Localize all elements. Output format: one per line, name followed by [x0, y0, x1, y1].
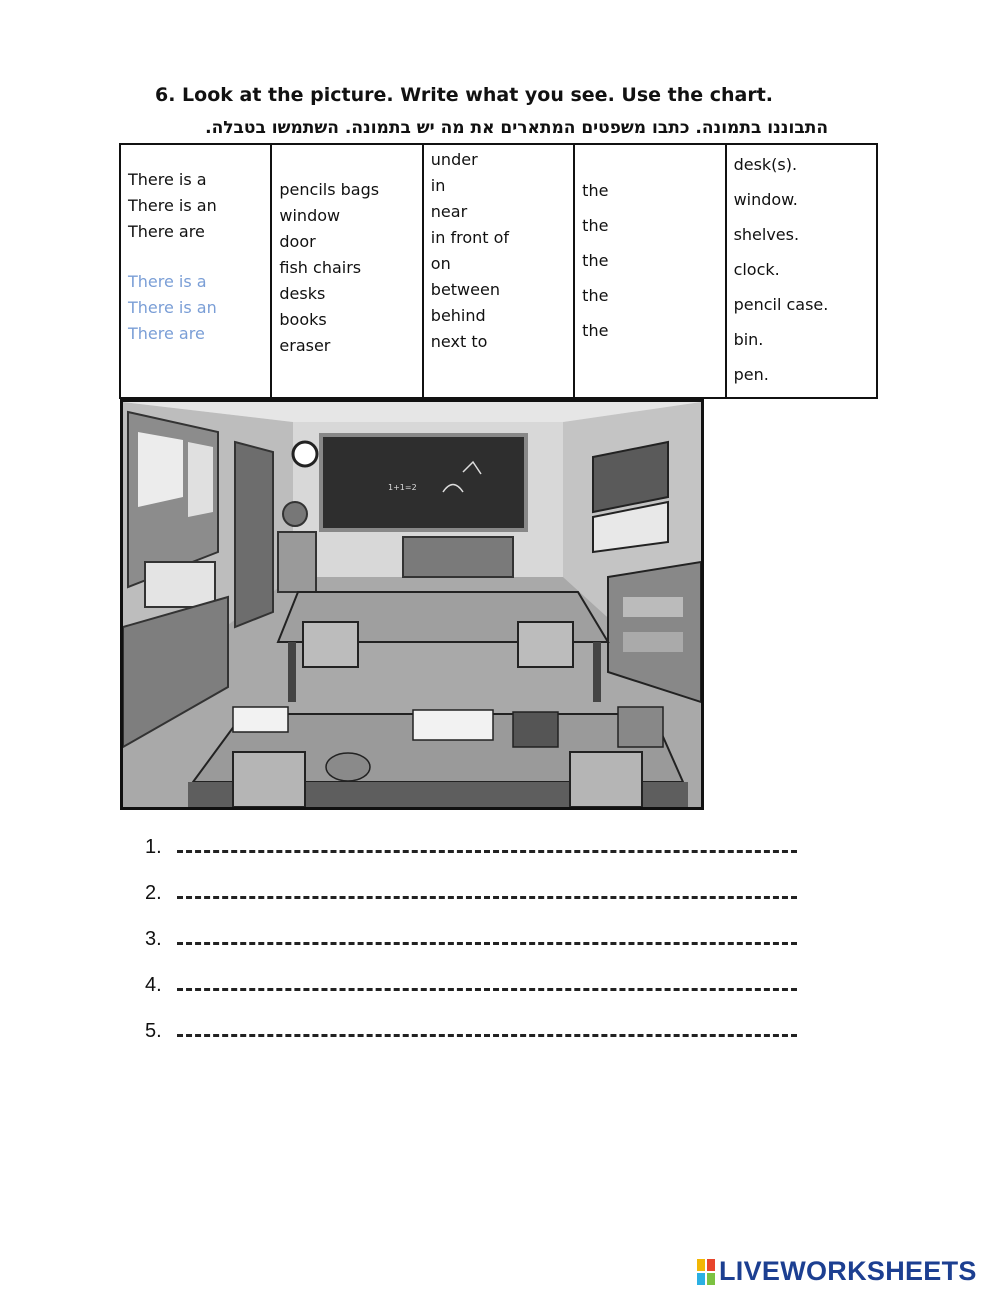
chart-word: behind [430, 306, 486, 325]
chart-word: clock. [733, 260, 780, 279]
answer-blank[interactable] [177, 1012, 797, 1037]
chart-word: There is an [128, 298, 217, 317]
chart-col-subject [120, 144, 271, 398]
logo-text: LIVEWORKSHEETS [719, 1256, 977, 1286]
word-chart [119, 143, 878, 399]
chart-col-articles [574, 144, 725, 398]
answer-row [145, 1012, 797, 1058]
chart-col-prepositions [423, 144, 574, 398]
chart-word: the [582, 181, 609, 200]
answer-number: 1. [145, 836, 162, 858]
svg-text:1+1=2: 1+1=2 [388, 483, 417, 492]
answer-number: 3. [145, 928, 162, 950]
answer-blank[interactable] [177, 874, 797, 899]
chart-word: fish chairs [279, 258, 362, 277]
liveworksheets-logo [697, 1256, 977, 1287]
chart-word: window [279, 206, 341, 225]
chart-word: in [430, 176, 446, 195]
clock-icon [293, 442, 317, 466]
exercise-title: 6. Look at the picture. Write what you see. Use the chart. [155, 84, 774, 106]
chart-word: bin. [733, 330, 764, 349]
chart-word: between [430, 280, 500, 299]
chart-col-places [726, 144, 877, 398]
chart-word: next to [430, 332, 488, 351]
answer-number: 2. [145, 882, 162, 904]
answer-lines [145, 828, 797, 1058]
answer-number: 5. [145, 1020, 162, 1042]
chart-word: on [430, 254, 451, 273]
classroom-picture [120, 399, 704, 810]
chart-word: There is a [128, 272, 207, 291]
answer-row [145, 966, 797, 1012]
answer-row [145, 828, 797, 874]
chart-word: There are [128, 324, 205, 343]
chart-col-objects [271, 144, 422, 398]
chart-word: eraser [279, 336, 331, 355]
chart-word: the [582, 321, 609, 340]
chart-word: in front of [430, 228, 510, 247]
chart-word: the [582, 216, 609, 235]
chart-word: the [582, 286, 609, 305]
answer-row [145, 920, 797, 966]
chart-word: the [582, 251, 609, 270]
chart-word: under [430, 150, 478, 169]
chart-word: There is an [128, 196, 217, 215]
chart-word: pencil case. [733, 295, 829, 314]
chart-word: books [279, 310, 327, 329]
chart-word: window. [733, 190, 798, 209]
chart-word: near [430, 202, 468, 221]
answer-blank[interactable] [177, 966, 797, 991]
hebrew-instruction: התבוננו בתמונה. כתבו משפטים המתארים את מה יש בתמונה. השתמשו בטבלה. [205, 118, 828, 138]
answer-row [145, 874, 797, 920]
answer-blank[interactable] [177, 828, 797, 853]
chart-word: There is a [128, 170, 207, 189]
chart-word: pencils bags [279, 180, 380, 199]
answer-number: 4. [145, 974, 162, 996]
chart-word: desk(s). [733, 155, 798, 174]
chart-word: There are [128, 222, 205, 241]
chart-word: pen. [733, 365, 769, 384]
logo-icon [697, 1259, 715, 1285]
chart-word: door [279, 232, 316, 251]
chart-word: shelves. [733, 225, 800, 244]
chart-word: desks [279, 284, 326, 303]
answer-blank[interactable] [177, 920, 797, 945]
